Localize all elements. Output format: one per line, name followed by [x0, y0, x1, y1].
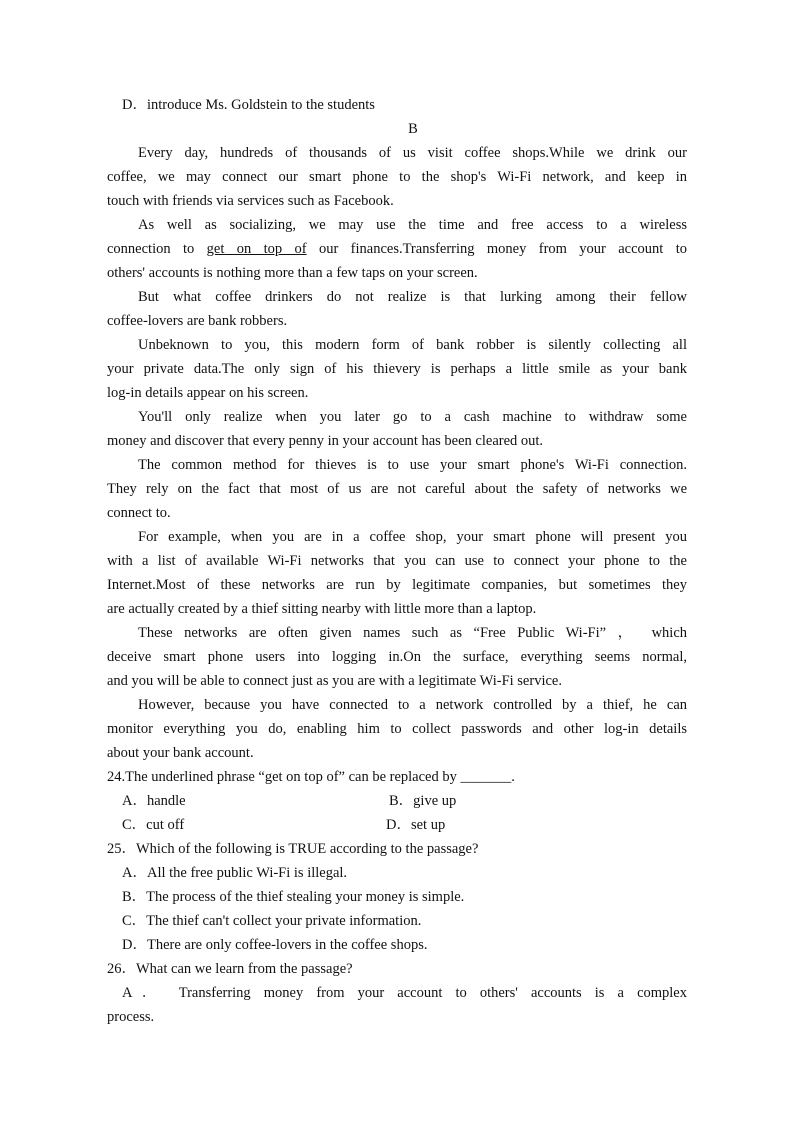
- question-24-option-b: B．give up: [389, 793, 457, 809]
- passage-line: and you will be able to connect just as you are with a legitimate Wi-Fi service.: [107, 673, 562, 689]
- passage-line: your private data.The only sign of his thievery is perhaps a little smile as your bank: [107, 361, 687, 377]
- passage-line: connection to get on top of our finances.Transferring money from your account to: [107, 241, 687, 257]
- question-25-stem: 25．Which of the following is TRUE according to the passage?: [107, 841, 479, 857]
- passage-line: Unbeknown to you, this modern form of bank robber is silently collecting all: [138, 337, 687, 353]
- question-25-option-c: C．The thief can't collect your private information.: [122, 913, 422, 929]
- section-letter: B: [408, 121, 418, 137]
- passage-line: money and discover that every penny in your account has been cleared out.: [107, 433, 544, 449]
- passage-line: But what coffee drinkers do not realize is that lurking among their fellow: [138, 289, 687, 305]
- passage-line: monitor everything you do, enabling him to collect passwords and other log-in details: [107, 721, 687, 737]
- passage-line: However, because you have connected to a network controlled by a thief, he can: [138, 697, 687, 713]
- passage-line: Internet.Most of these networks are run by legitimate companies, but sometimes they: [107, 577, 687, 593]
- question-26-stem: 26．What can we learn from the passage?: [107, 961, 353, 977]
- passage-line: coffee, we may connect our smart phone to the shop's Wi-Fi network, and keep in: [107, 169, 687, 185]
- passage-line: coffee-lovers are bank robbers.: [107, 313, 288, 329]
- underlined-phrase: get on top of: [206, 241, 307, 257]
- passage-line: deceive smart phone users into logging in.On the surface, everything seems normal,: [107, 649, 687, 665]
- passage-line: log-in details appear on his screen.: [107, 385, 309, 401]
- passage-line: with a list of available Wi-Fi networks that you can use to connect your phone to the: [107, 553, 687, 569]
- passage-line: As well as socializing, we may use the time and free access to a wireless: [138, 217, 687, 233]
- question-26-option-a-cont: process.: [107, 1009, 155, 1025]
- passage-line: touch with friends via services such as Facebook.: [107, 193, 394, 209]
- passage-line: The common method for thieves is to use your smart phone's Wi-Fi connection.: [138, 457, 687, 473]
- passage-line: You'll only realize when you later go to a cash machine to withdraw some: [138, 409, 687, 425]
- passage-line: Every day, hundreds of thousands of us visit coffee shops.While we drink our: [138, 145, 687, 161]
- passage-line: These networks are often given names such as “Free Public Wi-Fi” ， which: [138, 625, 687, 641]
- question-24-option-d: D．set up: [386, 817, 446, 833]
- question-25-option-d: D．There are only coffee-lovers in the coffee shops.: [122, 937, 428, 953]
- passage-line: They rely on the fact that most of us are not careful about the safety of networks we: [107, 481, 687, 497]
- passage-line: about your bank account.: [107, 745, 254, 761]
- passage-line: others' accounts is nothing more than a few taps on your screen.: [107, 265, 478, 281]
- passage-line: For example, when you are in a coffee shop, your smart phone will present you: [138, 529, 687, 545]
- passage-line: connect to.: [107, 505, 171, 521]
- passage-line: are actually created by a thief sitting nearby with little more than a laptop.: [107, 601, 537, 617]
- question-24-option-a: A．handle: [122, 793, 186, 809]
- question-25-option-b: B．The process of the thief stealing your money is simple.: [122, 889, 465, 905]
- question-24-option-c: C．cut off: [122, 817, 185, 833]
- q23-option-d: D．introduce Ms. Goldstein to the students: [122, 97, 375, 113]
- question-25-option-a: A．All the free public Wi-Fi is illegal.: [122, 865, 348, 881]
- question-24-stem: 24.The underlined phrase “get on top of” can be replaced by _______.: [107, 769, 515, 785]
- question-26-option-a: A． Transferring money from your account to others' accounts is a complex: [122, 985, 687, 1001]
